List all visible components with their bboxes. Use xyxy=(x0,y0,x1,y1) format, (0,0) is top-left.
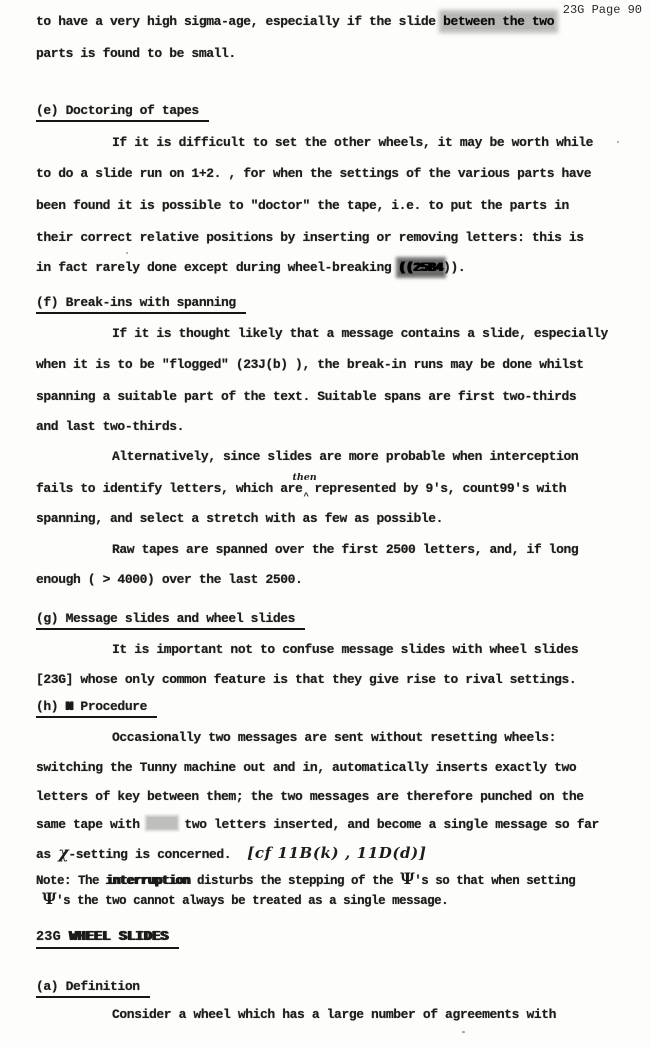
text-line: in fact rarely done except during wheel-breaking ((25B4)). xyxy=(36,260,466,275)
section-heading-a: (a) Definition xyxy=(36,979,150,998)
note-line: Note: The interruption disturbs the stepping of the Ψ's so that when setting xyxy=(36,869,576,888)
section-heading-f: (f) Break-ins with spanning xyxy=(36,295,246,314)
overstruck-letter: N xyxy=(65,699,74,714)
text-line: to have a very high sigma-age, especially if the slide between the two xyxy=(36,14,555,29)
text-line: as χ-setting is concerned. [cf 11B(k) , 11D(d)] xyxy=(36,843,427,862)
scan-speck xyxy=(617,141,619,143)
text-line: It is important not to confuse message slides with wheel slides xyxy=(112,642,579,657)
text-line: enough ( > 4000) over the last 2500. xyxy=(36,572,303,587)
overstruck-reference: ((25B4 xyxy=(398,260,444,275)
overstruck-title: WHEEL SLIDES xyxy=(69,930,169,945)
text-line: fails to identify letters, which are then ^ represented by 9's, count99's with xyxy=(36,481,566,497)
scan-speck xyxy=(126,252,128,254)
text-line: If it is thought likely that a message contains a slide, especially xyxy=(112,326,608,341)
text-line: Raw tapes are spanned over the first 2500 letters, and, if long xyxy=(112,542,579,557)
text-line: If it is difficult to set the other wheels, it may be worth while xyxy=(112,135,594,150)
text-line: Alternatively, since slides are more probable when interception xyxy=(112,449,579,464)
text-line: their correct relative positions by inserting or removing letters: this is xyxy=(36,230,584,245)
text-line: when it is to be "flogged" (23J(b) ), the break-in runs may be done whilst xyxy=(36,357,584,372)
text-line: Occasionally two messages are sent without resetting wheels: xyxy=(112,730,557,745)
psi-symbol: Ψ xyxy=(400,869,415,888)
text-line: same tape with two letters inserted, and become a single message so far xyxy=(36,817,599,832)
text-line: to do a slide run on 1+2. , for when the settings of the various parts have xyxy=(36,166,592,181)
text-line: parts is found to be small. xyxy=(36,46,236,61)
text-line: and last two-thirds. xyxy=(36,419,185,434)
chapter-heading-23g: 23G WHEEL SLIDES xyxy=(36,930,179,949)
text-line: [23G] whose only common feature is that they give rise to rival settings. xyxy=(36,672,577,687)
page-header-reference: 23G Page 90 xyxy=(562,3,642,17)
section-heading-e: (e) Doctoring of tapes xyxy=(36,103,209,122)
erased-word xyxy=(147,817,177,829)
text-line: spanning, and select a stretch with as few as possible. xyxy=(36,511,444,526)
section-heading-g: (g) Message slides and wheel slides xyxy=(36,611,305,630)
text-line: been found it is possible to "doctor" the tape, i.e. to put the parts in xyxy=(36,198,569,213)
section-heading-h: (h) N Procedure xyxy=(36,699,157,718)
text-line: Consider a wheel which has a large number of agreements with xyxy=(112,1007,557,1022)
overstruck-word: interruption xyxy=(106,874,191,888)
text-line: switching the Tunny machine out and in, automatically inserts exactly two xyxy=(36,760,577,775)
note-line: Ψ's the two cannot always be treated as a single message. xyxy=(42,889,449,908)
handwritten-insertion: then ^ xyxy=(302,482,314,492)
psi-symbol: Ψ xyxy=(42,889,57,908)
caret-mark: ^ xyxy=(303,492,309,502)
scan-speck xyxy=(462,1031,465,1033)
handwritten-cross-reference: [cf 11B(k) , 11D(d)] xyxy=(247,844,427,862)
text-line: letters of key between them; the two messages are therefore punched on the xyxy=(36,789,584,804)
text-line: spanning a suitable part of the text. Suitable spans are first two-thirds xyxy=(36,389,577,404)
smudged-text: between the two xyxy=(443,14,555,29)
chi-symbol: χ xyxy=(58,843,69,862)
